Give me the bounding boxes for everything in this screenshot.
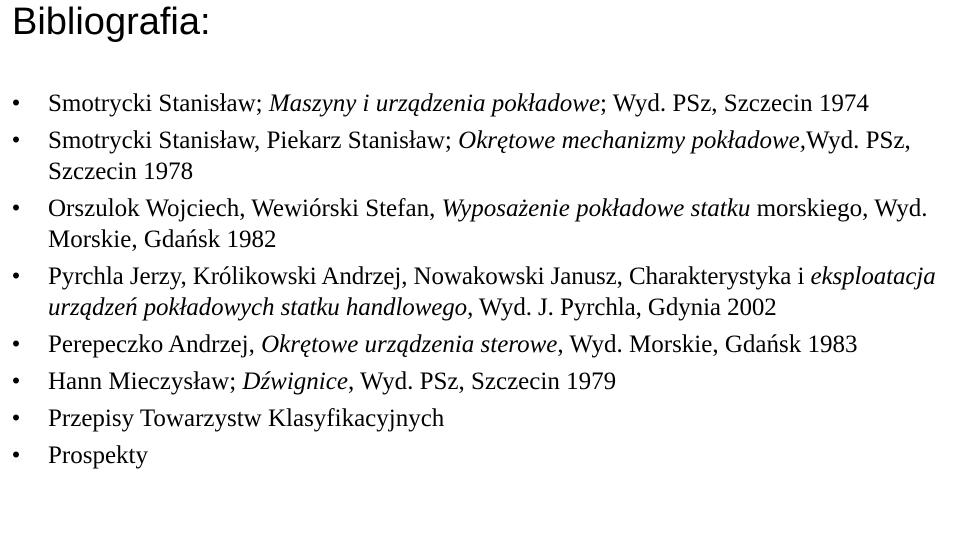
- entry-authors: Prospekty: [48, 442, 148, 469]
- entry-authors: Hann Mieczysław;: [48, 368, 243, 395]
- entry-publisher: , Wyd. Morskie, Gdańsk 1983: [557, 331, 858, 358]
- entry-publisher: morskiego, Wyd. Morskie, Gdańsk 1982: [48, 195, 928, 253]
- bullet-icon: •: [11, 442, 21, 469]
- bibliography-entry: [0, 125, 960, 187]
- entry-title: Wyposażenie pokładowe statku: [441, 195, 751, 222]
- entry-authors: Perepeczko Andrzej,: [48, 331, 262, 358]
- bullet-icon: •: [11, 263, 21, 290]
- bibliography-entry: [0, 193, 960, 255]
- entry-authors: Smotrycki Stanisław;: [48, 90, 269, 117]
- bibliography-entry: [0, 403, 960, 434]
- entry-title: Okrętowe mechanizmy pokładowe,: [458, 127, 806, 154]
- bullet-icon: •: [11, 90, 21, 117]
- bullet-icon: •: [11, 331, 21, 358]
- bibliography-entry: [0, 440, 960, 471]
- page-title: Bibliografia:: [12, 1, 211, 43]
- entry-authors: Pyrchla Jerzy, Królikowski Andrzej, Nowakowski Janusz, Charakterystyka i: [48, 263, 811, 290]
- bullet-icon: •: [11, 127, 21, 154]
- entry-publisher: , Wyd. J. Pyrchla, Gdynia 2002: [467, 294, 777, 321]
- entry-authors: Orszulok Wojciech, Wewiórski Stefan,: [48, 195, 442, 222]
- entry-publisher: Wyd. PSz, Szczecin 1978: [48, 127, 911, 185]
- bibliography-entry: [0, 366, 960, 397]
- entry-title: Dźwignice: [242, 368, 348, 395]
- entry-authors: Smotrycki Stanisław, Piekarz Stanisław;: [48, 127, 459, 154]
- bibliography-entry: [0, 261, 960, 323]
- entry-authors: Przepisy Towarzystw Klasyfikacyjnych: [48, 405, 445, 432]
- entry-title: eksploatacja urządzeń pokładowych statku handlowego: [48, 263, 936, 321]
- entry-title: Okrętowe urządzenia sterowe: [261, 331, 558, 358]
- entry-publisher: ; Wyd. PSz, Szczecin 1974: [600, 90, 869, 117]
- bullet-icon: •: [11, 405, 21, 432]
- bibliography-list: [0, 88, 960, 477]
- bibliography-entry: [0, 88, 960, 119]
- bullet-icon: •: [11, 195, 21, 222]
- entry-publisher: , Wyd. PSz, Szczecin 1979: [347, 368, 617, 395]
- bullet-icon: •: [11, 368, 21, 395]
- bibliography-entry: [0, 329, 960, 360]
- entry-title: Maszyny i urządzenia pokładowe: [268, 90, 601, 117]
